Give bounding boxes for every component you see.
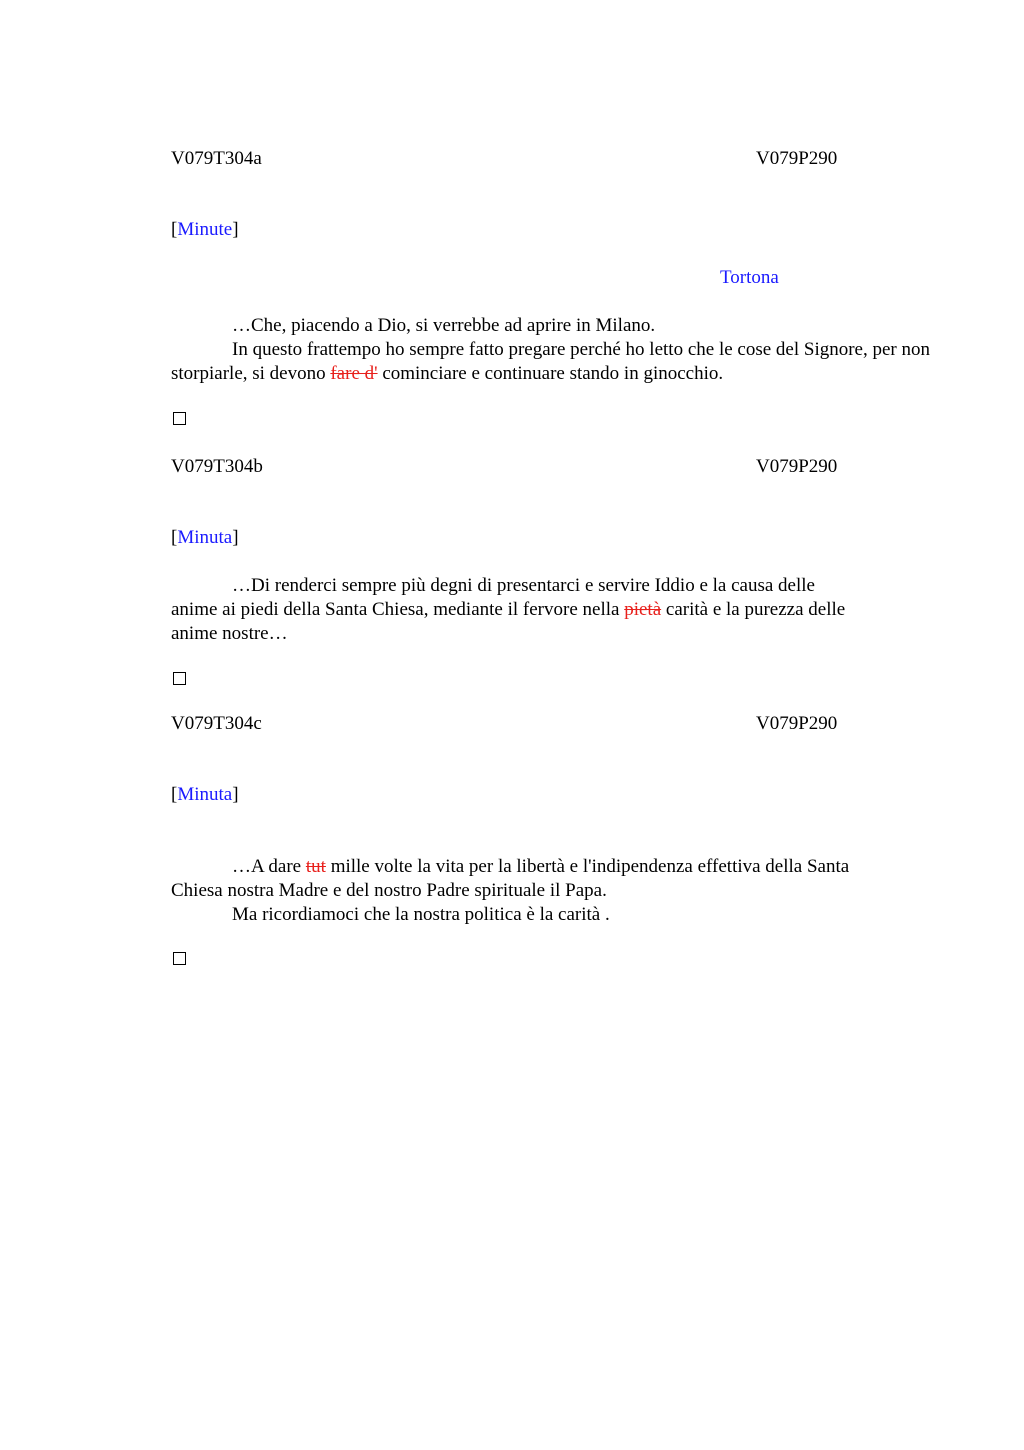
deleted-text: fare d' <box>330 363 378 384</box>
entry-text <box>171 855 871 927</box>
entry-code: V079T304b <box>171 456 263 477</box>
paragraph: …Di renderci sempre più degni di presentarci e servire Iddio e la causa delle anime ai piedi della Santa Chiesa, mediante il fervore nella pietà carità e la purezza delle anime nostre… <box>171 575 846 644</box>
entry-code: V079T304c <box>171 713 262 734</box>
end-mark-box <box>173 672 186 685</box>
end-mark-box <box>173 952 186 965</box>
page-reference: V079P290 <box>756 456 838 477</box>
paragraph: …A dare tut mille volte la vita per la libertà e l'indipendenza effettiva della Santa Chiesa nostra Madre e del nostro Padre spirituale il Papa. <box>171 856 850 901</box>
end-mark-box <box>173 412 186 425</box>
document-type-label: [Minuta] <box>171 784 239 805</box>
entry-text <box>171 574 851 646</box>
paragraph: …Che, piacendo a Dio, si verrebbe ad aprire in Milano. <box>232 315 656 336</box>
document-type-label: [Minute] <box>171 219 239 240</box>
page-reference: V079P290 <box>756 713 838 734</box>
page-reference: V079P290 <box>756 148 838 169</box>
deleted-text: tut <box>305 856 326 877</box>
entry-text <box>171 314 931 386</box>
paragraph: Ma ricordiamoci che la nostra politica è la carità . <box>232 904 610 925</box>
paragraph: In questo frattempo ho sempre fatto pregare perché ho letto che le cose del Signore, per non storpiarle, si devono fare d' cominciare e continuare stando in ginocchio. <box>171 339 930 384</box>
entry-code: V079T304a <box>171 148 262 169</box>
place-name: Tortona <box>720 267 779 288</box>
document-type-label: [Minuta] <box>171 527 239 548</box>
deleted-text: pietà <box>624 599 662 620</box>
